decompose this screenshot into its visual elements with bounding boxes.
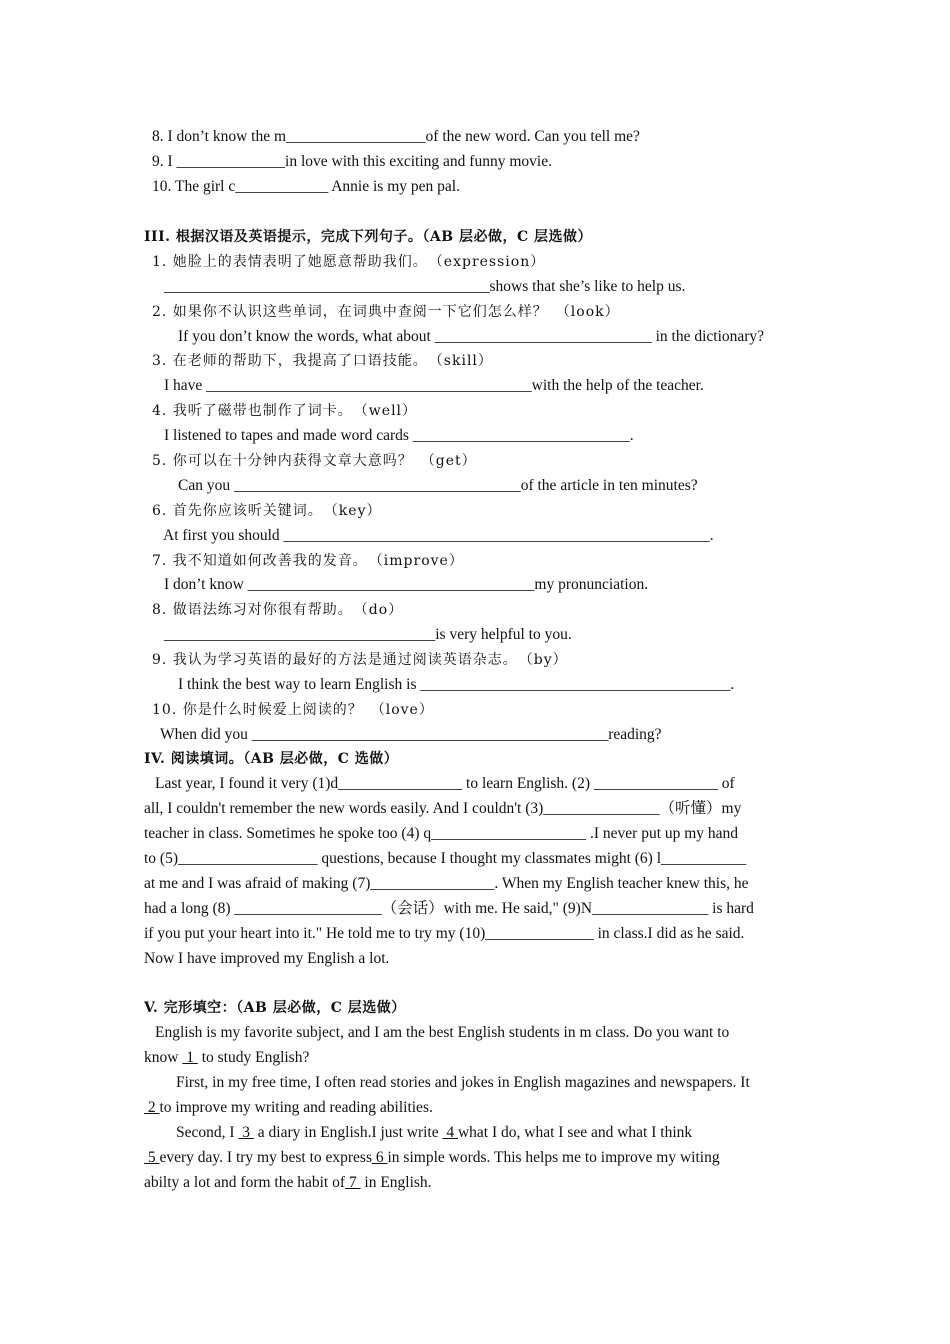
item-8-english: ___________________________________is very helpful to you. — [164, 626, 572, 643]
blank-4: 4 — [442, 1124, 458, 1141]
item-3-english: I have __________________________________________with the help of the teacher. — [164, 377, 704, 394]
cloze-text: Second, I — [176, 1124, 239, 1141]
item-10-chinese: 10. 你是什么时候爱上阅读的？ （love） — [152, 702, 434, 718]
item-9-english: I think the best way to learn English is ________________________________________. — [178, 676, 735, 693]
passage-line: Now I have improved my English a lot. — [144, 950, 390, 967]
passage-line: had a long (8) ___________________（会话）with me. He said," (9)N_______________ is hard — [144, 900, 754, 917]
blank-3: 3 — [238, 1124, 254, 1141]
item-4-english: I listened to tapes and made word cards ____________________________. — [164, 427, 634, 444]
item-2-english: If you don’t know the words, what about ____________________________ in the dictionary? — [178, 328, 765, 345]
sentence-8: 8. I don’t know the m__________________of the new word. Can you tell me? — [152, 128, 640, 145]
cloze-line — [144, 1048, 309, 1068]
cloze-line — [144, 1148, 720, 1168]
sentence-9: 9. I ______________in love with this exciting and funny movie. — [152, 153, 552, 170]
cloze-text: in simple words. This helps me to improve my witing — [387, 1149, 720, 1166]
section-4-heading: IV. 阅读填词。（AB 层必做，C 选做） — [144, 751, 399, 767]
item-7-chinese: 7. 我不知道如何改善我的发音。 （improve） — [152, 553, 464, 569]
item-1-chinese: 1. 她脸上的表情表明了她愿意帮助我们。 （expression） — [152, 254, 546, 270]
item-9-chinese: 9. 我认为学习英语的最好的方法是通过阅读英语杂志。 （by） — [152, 652, 568, 668]
cloze-text: a diary in English.I just write — [253, 1124, 443, 1141]
section-5-heading: V. 完形填空：（AB 层必做，C 层选做） — [144, 1000, 406, 1016]
passage-line: at me and I was afraid of making (7)________________. When my English teacher knew this, he — [144, 875, 749, 892]
item-1-english: __________________________________________shows that she’s like to help us. — [164, 278, 686, 295]
blank-5: 5 — [144, 1149, 160, 1166]
cloze-text: know — [144, 1049, 183, 1066]
cloze-text: every day. I try my best to express — [159, 1149, 372, 1166]
item-4-chinese: 4. 我听了磁带也制作了词卡。 （well） — [152, 403, 418, 419]
cloze-line: English is my favorite subject, and I am the best English students in m class. Do you want to — [155, 1024, 730, 1041]
passage-line: if you put your heart into it." He told me to try my (10)______________ in class.I did as he said. — [144, 925, 745, 942]
blank-2: 2 — [144, 1099, 160, 1116]
blank-6: 6 — [372, 1149, 388, 1166]
item-10-english: When did you ______________________________________________reading? — [160, 726, 662, 743]
item-3-chinese: 3. 在老师的帮助下，我提高了口语技能。 （skill） — [152, 353, 493, 369]
blank-1: 1 — [182, 1049, 198, 1066]
item-5-english: Can you _____________________________________of the article in ten minutes? — [178, 477, 698, 494]
passage-line: to (5)__________________ questions, because I thought my classmates might (6) l___________ — [144, 850, 747, 867]
cloze-text: in English. — [360, 1174, 432, 1191]
passage-line: teacher in class. Sometimes he spoke too (4) q____________________ .I never put up my hand — [144, 825, 739, 842]
item-7-english: I don’t know _____________________________________my pronunciation. — [164, 576, 649, 593]
item-6-chinese: 6. 首先你应该听关键词。 （key） — [152, 503, 382, 519]
cloze-text: abilty a lot and form the habit of — [144, 1174, 346, 1191]
item-5-chinese: 5. 你可以在十分钟内获得文章大意吗？ （get） — [152, 453, 477, 469]
section-3-heading: III. 根据汉语及英语提示，完成下列句子。（AB 层必做，C 层选做） — [144, 229, 592, 245]
blank-7: 7 — [345, 1174, 361, 1191]
cloze-line — [144, 1098, 433, 1118]
cloze-line — [176, 1123, 692, 1143]
item-8-chinese: 8. 做语法练习对你很有帮助。 （do） — [152, 602, 404, 618]
sentence-10: 10. The girl c____________ Annie is my pen pal. — [152, 178, 460, 195]
cloze-line — [144, 1173, 432, 1193]
cloze-text: what I do, what I see and what I think — [457, 1124, 693, 1141]
passage-line: Last year, I found it very (1)d________________ to learn English. (2) ________________ of — [155, 775, 735, 792]
passage-line: all, I couldn't remember the new words easily. And I couldn't (3)_______________（听懂）my — [144, 800, 742, 817]
item-6-english: At first you should _______________________________________________________. — [163, 527, 714, 544]
cloze-line: First, in my free time, I often read stories and jokes in English magazines and newspapers. It — [176, 1074, 750, 1091]
cloze-text: to improve my writing and reading abilities. — [159, 1099, 433, 1116]
cloze-text: to study English? — [197, 1049, 310, 1066]
item-2-chinese: 2. 如果你不认识这些单词，在词典中查阅一下它们怎么样？ （look） — [152, 304, 620, 320]
